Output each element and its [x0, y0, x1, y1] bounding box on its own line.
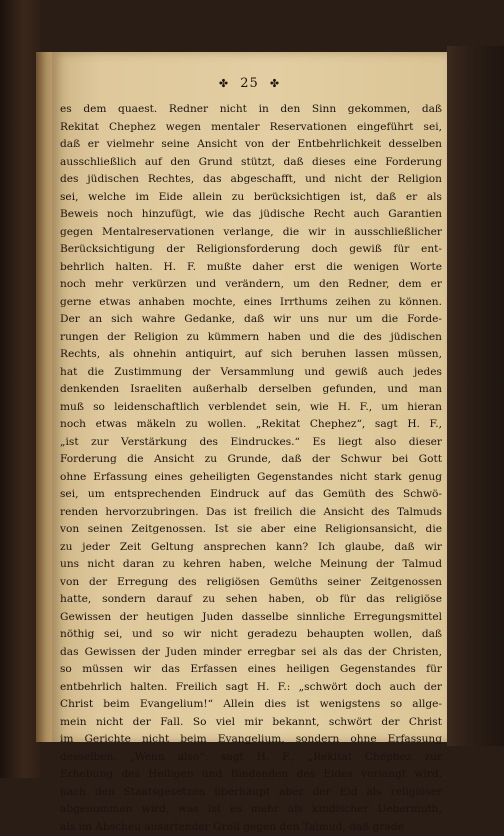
book-page [52, 52, 447, 742]
text-line: gerne etwas anhaben mochte, eines Irrthums zeihen zu können. [60, 294, 442, 312]
text-line: gegen Mentalreservationen verlange, die wir in ausschließlicher [60, 224, 442, 242]
page-number: 25 [240, 76, 259, 91]
text-line: „ist zur Verstärkung des Eindruckes.“ Es liegt also dieser [60, 434, 442, 452]
text-line: das Gewissen der Juden minder erregbar sei als das der Christen, [60, 644, 442, 662]
text-line: hat die Zustimmung der Versammlung und gewiß auch jedes [60, 364, 442, 382]
text-line: Forderung die Ansicht zu Grunde, daß der Schwur bei Gott [60, 451, 442, 469]
text-line: zu jeder Zeit Geltung ansprechen kann? Ich glaube, daß wir [60, 539, 442, 557]
ornament-right-icon: ✤ [270, 77, 280, 90]
text-line: daß er vielmehr seine Ansicht von der Entbehrlichkeit desselben [60, 136, 442, 154]
text-line: abgenommen wird, was ist es mehr als kindischer Uebermuth, [60, 801, 442, 819]
text-line: ohne Erfassung eines geheiligten Gegenstandes nicht stark genug [60, 469, 442, 487]
text-line: denkenden Israeliten außerhalb derselben gefunden, und man [60, 381, 442, 399]
text-line: von seinen Zeitgenossen. Ist sie aber eine Religionsansicht, die [60, 521, 442, 539]
text-line: nach den Staatsgesetzen überhaupt aber der Eid als religiöser [60, 784, 442, 802]
text-line: desselben. „Wenn also“, sagt H. F., „Rekitat Chephez zur [60, 749, 442, 767]
text-line: sei, welche im Eide allein zu berücksichtigen ist, daß er als [60, 189, 442, 207]
text-line: noch mehr verkürzen und verändern, um den Redner, dem er [60, 276, 442, 294]
page-header [52, 76, 447, 91]
text-line: nöthig sei, und so wir nicht geradezu behaupten wollen, daß [60, 626, 442, 644]
text-line: ausschließlich auf den Grund stützt, daß dieses eine Forderung [60, 154, 442, 172]
text-line: im Gerichte nicht beim Evangelium, sondern ohne Erfassung [60, 731, 442, 749]
text-line: Rekitat Chephez wegen mentaler Reservationen eingeführt sei, [60, 119, 442, 137]
text-line: rungen der Religion zu kümmern haben und die des jüdischen [60, 329, 442, 347]
text-line: Berücksichtigung der Religionsforderung doch gewiß für ent- [60, 241, 442, 259]
text-line: mein nicht der Fall. So viel mir bekannt, schwört der Christ [60, 714, 442, 732]
body-text [60, 101, 442, 836]
book-right-edge [447, 46, 504, 746]
text-line: als im Abscheu ausartender Groll gegen den Talmud, daß grade [60, 819, 442, 836]
text-line: es dem quaest. Redner nicht in den Sinn gekommen, daß [60, 101, 442, 119]
text-line: hatte, sondern darauf zu sehen haben, ob für das religiöse [60, 591, 442, 609]
ornament-left-icon: ✤ [219, 77, 229, 90]
text-line: von der Erregung des religiösen Gemüths seiner Zeitgenossen [60, 574, 442, 592]
text-line: des jüdischen Rechtes, das abgeschafft, und nicht der Religion [60, 171, 442, 189]
text-line: entbehrlich halten. Freilich sagt H. F.: „schwört doch auch der [60, 679, 442, 697]
text-line: Christ beim Evangelium!“ Allein dies ist wenigstens so allge- [60, 696, 442, 714]
text-line: sei, um entsprechenden Eindruck auf das Gemüth des Schwö- [60, 486, 442, 504]
text-line: Erhebung des Heiligen und Bindenden des Eides verlangt wird, [60, 766, 442, 784]
text-line: noch etwas mäkeln zu wollen. „Rekitat Chephez“, sagt H. F., [60, 416, 442, 434]
text-line: Gewissen der heutigen Juden dasselbe sinnliche Erregungsmittel [60, 609, 442, 627]
text-line: renden hervorzubringen. Das ist freilich die Ansicht des Talmuds [60, 504, 442, 522]
text-line: Der an sich wahre Gedanke, daß wir uns nur um die Forde- [60, 311, 442, 329]
text-line: uns nicht daran zu kehren haben, welche Meinung der Talmud [60, 556, 442, 574]
text-line: muß so leidenschaftlich verblendet sein, wie H. F., um hieran [60, 399, 442, 417]
text-line: Rechts, als ohnehin antiquirt, auf sich beruhen lassen müssen, [60, 346, 442, 364]
text-line: so müssen wir das Erfassen eines heiligen Gegenstandes für [60, 661, 442, 679]
book-binding [0, 0, 40, 778]
text-line: Beweis noch hinzufügt, wie das jüdische Recht auch Garantien [60, 206, 442, 224]
text-line: behrlich halten. H. F. mußte daher erst die wenigen Worte [60, 259, 442, 277]
